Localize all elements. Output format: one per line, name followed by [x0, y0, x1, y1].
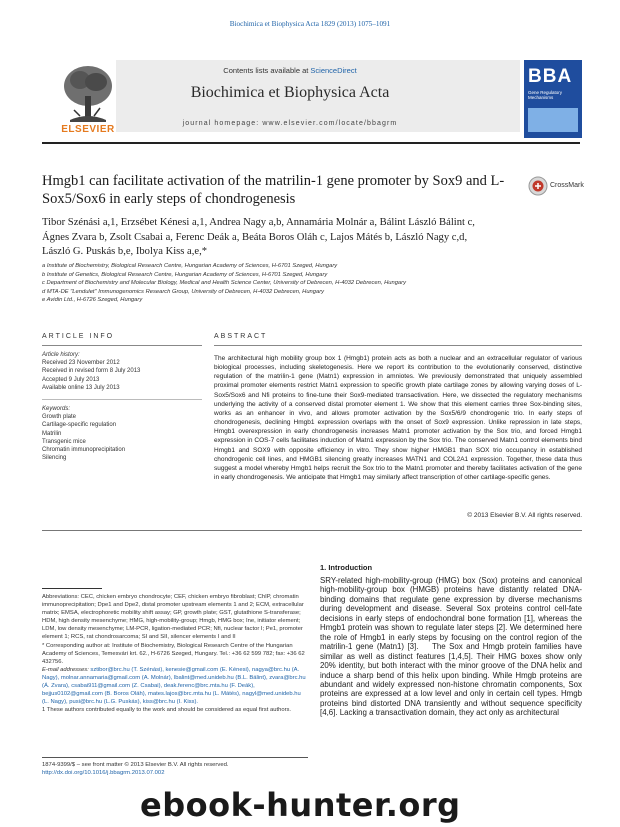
footnote-abbreviations: Abbreviations: CEC, chicken embryo chondrocyte; CEF, chicken embryo fibroblast; ChIP, chromatin immunoprecipitation; Dpe1 and Dpe2, distal promoter upstream elements 1 and 2; ECM, extracellular matrix; EMSA, electrophoretic mobility shift assay; GP, growth plate; GST, glutathione S-transferase; HDM, high density mesenchyme; HMG, high-mobility-group; Hmgb, HMG box; Ine, initiator element; LDM, low density mesenchyme; LM-PCR, ligation-mediated PCR; Nfi, nuclear factor I; Pe1, promoter element 1; RCS, rat chondrosarcoma; SI and SII, silencer elements I and II [42, 594, 304, 641]
article-title: Hmgb1 can facilitate activation of the matrilin-1 gene promoter by Sox9 and L-Sox5/Sox6 in early steps of chondrogenesis [42, 173, 505, 207]
affiliation-e: e Avidin Ltd., H-6726 Szeged, Hungary [42, 297, 143, 303]
history-online: Available online 13 July 2013 [42, 384, 120, 391]
footnotes [42, 593, 308, 714]
journal-homepage[interactable]: journal homepage: www.elsevier.com/locate/bbagrm [182, 120, 398, 127]
keyword-item: Cartilage-specific regulation [42, 422, 117, 429]
keywords-label: Keywords: [42, 406, 71, 412]
footnote-corresponding: * Corresponding author at: Institute of Biochemistry, Biological Research Centre of the Hungarian Academy of Sciences, Temesvári krt. 62., H-6726 Szeged, Hungary. Tel.: +36 62 599 782; fax: +36 62 432756. [42, 642, 305, 665]
bottom-rule [42, 757, 308, 758]
introduction-text: SRY-related high-mobility-group (HMG) box (Sox) proteins and canonical high-mobility-group box (HMGB) proteins have distantly related DNA-binding domains that regulate gene expression by diverse mechanisms during development and disease. Several Sox proteins control cell-fate decisions in early steps of endochondral bone formation [1], whereas the Hmgb1 protein was shown to regulate later steps [2]. We determined here the role of Hmgb1 in early steps by focusing on the control region of the matrilin-1 gene (Matn1) [3]. The Sox and Hmgb protein families have similar as well as distinct features [1,4,5]. Their HMG boxes show only 20% identity, but both interact with the minor groove of the DNA helix and induce a sharp bend of this helix upon binding. While Hmgb proteins are abundant and widely expressed non-histone chromatin components, Sox proteins are expressed at a low level and only in certain cell types. Hmgb proteins bind distorted DNA transiently and without sequence specificity [4,6]. Lacking a transactivation domain, they act only as architectural [320, 576, 582, 718]
header-divider [42, 142, 580, 144]
article-history [42, 351, 202, 392]
history-received: Received 23 November 2012 [42, 360, 120, 367]
contents-line [60, 66, 520, 75]
issn-line: 1874-9399/$ – see front matter © 2013 Elsevier B.V. All rights reserved. [42, 762, 229, 768]
watermark: ebook-hunter.org [140, 786, 461, 824]
abstract-text: The architectural high mobility group box 1 (Hmgb1) protein acts as both a nuclear and an extracellular regulator of various biological processes, including skeletogenesis. Here we report its contribution to the evolutionarily conserved, distinctive regulation of the matrilin-1 gene (Matn1) expression in amniotes. We previously demonstrated that uniquely assembled proximal promoter elements restrict Matn1 expression to specific growth plate cartilage zones by allowing varying doses of L-Sox5/Sox6 and Nfi proteins to fine-tune their Sox9-mediated transactivation. Here, we dissected the regulatory mechanisms underlying the activity of a conserved distal promoter element 1. We show that this element carries three Sox-binding sites, works as an enhancer in vivo, and allows promoter activation by the Sox5/6/9 chondrogenic trio. In early steps of chondrogenesis, declining Hmgb1 expression overlaps with the onset of Sox9 expression. Unlike repression in late steps, Hmgb1 overexpression in early chondrogenesis increases Matn1 promoter activation by the Sox trio, and forced Hmgb1 expression in COS-7 cells facilitates induction of Matn1 expression by the Sox trio. The conserved Matn1 control elements bind Hmgb1 and SOX9 with opposite efficiency in vitro. They show higher HMGB1 than SOX trio occupancy in established chondrogenic cell lines, and HMGB1 silencing greatly increases MATN1 and COL2A1 expression. Together, these data thus suggest a model whereby Hmgb1 helps recruit the Sox trio to the Matn1 promoter and thereby facilitates activation of the gene in early chondrogenesis. We anticipate that Hmgb1 may similarly affect transcription of other cartilage-specific genes. [214, 355, 582, 482]
crossmark-label[interactable]: CrossMark [550, 182, 584, 189]
abstract-heading: ABSTRACT [214, 333, 268, 340]
cover-image [528, 108, 578, 132]
keyword-item: Silencing [42, 455, 67, 462]
affiliation-b: b Institute of Genetics, Biological Research Centre, Hungarian Academy of Sciences, H-6701 Szeged, Hungary [42, 271, 328, 278]
history-label: Article history: [42, 352, 80, 358]
affiliation-d: d MTA-DE "Lendulet" Immunogenomics Research Group, University of Debrecen, H-4032 Debrecen, Hungary [42, 288, 325, 295]
email-label: E-mail addresses: [42, 666, 91, 673]
abstract-bottom-rule [42, 530, 582, 531]
abstract-rule [214, 345, 582, 346]
cover-subtitle: Gene Regulatory Mechanisms [528, 90, 563, 101]
introduction-heading: 1. Introduction [320, 563, 373, 572]
history-accepted: Accepted 9 July 2013 [42, 376, 100, 383]
keyword-item: Matrilin [42, 430, 62, 437]
crossmark-icon[interactable] [528, 176, 548, 196]
affiliation-a: a Institute of Biochemistry, Biological Research Centre, Hungarian Academy of Sciences, H-6701 Szeged, Hungary [42, 263, 338, 269]
author-list [42, 216, 582, 260]
abstract-copyright: © 2013 Elsevier B.V. All rights reserved. [467, 512, 582, 519]
article-info-heading: ARTICLE INFO [42, 333, 115, 340]
email-links[interactable]: sztibor@brc.hu (T. Szénási), kenesie@gmail.com (E. Kénesi), nagya@brc.hu (A. Nagy), molnar.annamaria@gmail.com (A. Molnár), lbalint@med.unideb.hu (B.L. Bálint), zvara@brc.hu (Á. Zvara), csabai911@gmail.com (Z. Csabai), deak.ferenc@brc.mta.hu (F. Deák), bejjus0102@gmail.com (B. Boros Oláh), mates.lajos@brc.mta.hu (L. Mátés), nagyl@med.unideb.hu (L. Nagy), pusi@brc.hu (L.G. Puskás), kiss@brc.hu (I. Kiss). [42, 666, 306, 706]
keyword-item: Transgenic mice [42, 438, 86, 445]
sciencedirect-link[interactable]: ScienceDirect [310, 66, 357, 75]
keyword-item: Chromatin immunoprecipitation [42, 447, 126, 454]
journal-cover [524, 60, 582, 138]
footnote-equal-contribution: 1 These authors contributed equally to the work and should be considered as equal first authors. [42, 707, 292, 714]
author-line-1: Tibor Szénási a,1, Erzsébet Kénesi a,1, Andrea Nagy a,b, Annamária Molnár a, Bálint László Bálint c, [42, 217, 475, 228]
author-line-2: Ágnes Zvara b, Zsolt Csabai a, Ferenc Deák a, Beáta Boros Oláh c, Lajos Mátés b, László Nagy c,d, [42, 231, 468, 243]
issn-block [42, 761, 308, 777]
keyword-item: Growth plate [42, 414, 77, 421]
article-info-rule [42, 345, 202, 346]
history-revised: Received in revised form 8 July 2013 [42, 368, 141, 375]
doi-link[interactable]: http://dx.doi.org/10.1016/j.bbagrm.2013.07.002 [42, 770, 165, 776]
author-line-3: László G. Puskás b,e, Ibolya Kiss a,e,* [42, 246, 208, 257]
running-head[interactable]: Biochimica et Biophysica Acta 1829 (2013) 1075–1091 [229, 20, 391, 28]
affiliations [42, 262, 582, 305]
contents-prefix: Contents lists available at [223, 66, 311, 75]
keywords-rule [42, 399, 202, 400]
footnote-emails [42, 666, 308, 706]
cover-bba-title: BBA [528, 66, 573, 87]
affiliation-c: c Department of Biochemistry and Molecular Biology, Medical and Health Science Center, University of Debrecen, H-4032 Debrecen, Hungary [42, 280, 406, 286]
journal-banner [60, 60, 520, 132]
elsevier-wordmark: ELSEVIER [61, 124, 115, 135]
journal-title: Biochimica et Biophysica Acta [190, 84, 390, 101]
footnote-rule [42, 588, 102, 589]
keywords [42, 405, 202, 462]
